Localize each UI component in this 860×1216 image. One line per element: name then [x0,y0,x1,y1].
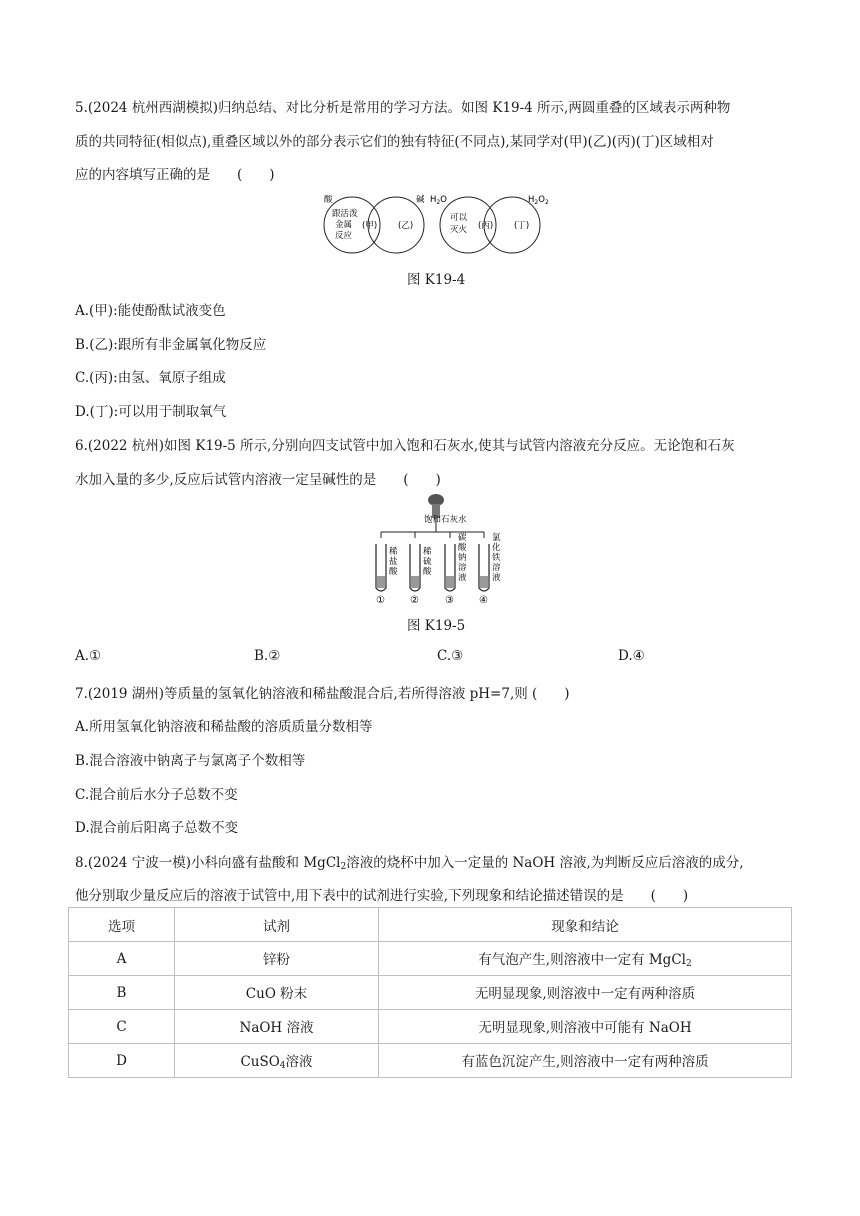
table-cell-result: 有气泡产生,则溶液中一定有 MgCl$_2$ [379,942,792,976]
table-header-result: 现象和结论 [379,908,792,942]
venn1-left-text1: 跟活泼 [332,209,358,219]
q7-option-c: C.混合前后水分子总数不变 [75,787,238,803]
q5-stem-line1: 5.(2024 杭州西湖模拟)归纳总结、对比分析是常用的学习方法。如图 K19-4 所示,两圆重叠的区域表示两种物 [75,100,731,116]
q8-table [68,907,792,1078]
table-row [69,1044,792,1078]
venn2-mid-label: (丙) [478,221,494,231]
tube4-label-c2: 化 [492,543,501,553]
table-cell-reagent: CuSO$_4$溶液 [175,1044,379,1078]
test-tube-3 [445,544,455,591]
tube3-label-c2: 酸 [458,543,467,553]
tube3-label-c1: 碳 [458,533,467,543]
q7-option-b: B.混合溶液中钠离子与氯离子个数相等 [75,753,306,769]
test-tube-4 [479,544,489,591]
figure-k19-4-caption: 图 K19-4 [407,272,466,288]
q6-stem-line1: 6.(2022 杭州)如图 K19-5 所示,分别向四支试管中加入饱和石灰水,使其与试管内溶液充分反应。无论饱和石灰 [75,438,735,454]
tube4-number: ④ [479,595,488,606]
q7-option-d: D.混合前后阳离子总数不变 [75,820,239,836]
test-tube-1 [376,544,386,591]
q6-option-b: B.② [254,648,281,664]
test-tube-2 [410,544,420,591]
venn1-left-text3: 反应 [335,231,353,241]
table-row [69,942,792,976]
venn1-left-label: 酸 [324,195,333,205]
q8-stem-line1: 8.(2024 宁波一模)小科向盛有盐酸和 MgCl$_2$溶液的烧杯中加入一定量的 NaOH 溶液,为判断反应后溶液的成分, [75,855,744,872]
table-cell-result: 无明显现象,则溶液中可能有 NaOH [379,1010,792,1044]
dropper-label: 饱和石灰水 [424,515,467,525]
q5-stem-line3: 应的内容填写正确的是 ( ) [75,167,275,183]
tube2-label-c1: 稀 [423,547,432,557]
table-cell-option: A [69,942,175,976]
tube4-label-c5: 液 [492,573,501,583]
venn1-mid-label: (甲) [362,221,378,231]
q6-option-a: A.① [75,648,102,664]
tube1-label-c3: 酸 [389,567,398,577]
q5-option-c: C.(丙):由氢、氧原子组成 [75,370,226,386]
q5-option-b: B.(乙):跟所有非金属氧化物反应 [75,337,267,353]
tube1-label-c2: 盐 [389,557,398,567]
tube3-label-c5: 液 [458,573,467,583]
tube3-label-c3: 钠 [458,553,467,563]
q5-stem-line2: 质的共同特征(相似点),重叠区域以外的部分表示它们的独有特征(不同点),某同学对(甲)(乙)(丙)(丁)区域相对 [75,134,714,150]
table-cell-reagent: NaOH 溶液 [175,1010,379,1044]
table-cell-reagent: 锌粉 [175,942,379,976]
table-cell-result: 无明显现象,则溶液中一定有两种溶质 [379,976,792,1010]
table-row [69,1010,792,1044]
table-header-row [69,908,792,942]
venn2-left-text1: 可以 [450,213,468,223]
q6-option-c: C.③ [437,648,464,664]
tube4-label-c4: 溶 [492,563,501,573]
table-cell-option: B [69,976,175,1010]
venn2-left-label: $H_2O$ [430,195,447,206]
tube2-label-c3: 酸 [423,567,432,577]
venn1-right-label: 碱 [416,195,425,205]
tube3-number: ③ [445,595,454,606]
q5-option-d: D.(丁):可以用于制取氧气 [75,404,227,420]
q5-option-a: A.(甲):能使酚酞试液变色 [75,303,226,319]
venn2-left-text2: 灭火 [450,225,468,235]
table-header-reagent: 试剂 [175,908,379,942]
tube2-number: ② [410,595,419,606]
q8-stem-line2: 他分别取少量反应后的溶液于试管中,用下表中的试剂进行实验,下列现象和结论描述错误的是 ( ) [75,888,689,904]
tube3-label-c4: 溶 [458,563,467,573]
venn2-right-region-label: (丁) [514,221,530,231]
tube1-label-c1: 稀 [389,547,398,557]
table-cell-option: C [69,1010,175,1044]
q7-stem: 7.(2019 湖州)等质量的氢氧化钠溶液和稀盐酸混合后,若所得溶液 pH=7,则 ( ) [75,686,570,702]
q6-option-d: D.④ [618,648,645,664]
table-row [69,976,792,1010]
tube1-number: ① [376,595,385,606]
tube4-label-c1: 氯 [492,533,501,543]
table-cell-reagent: CuO 粉末 [175,976,379,1010]
figure-k19-5 [362,492,502,606]
table-header-option: 选项 [69,908,175,942]
venn2-right-label: $H_2O_2$ [528,195,549,206]
tube4-label-c3: 铁 [492,553,501,563]
figure-k19-4 [318,190,558,260]
venn1-left-text2: 金属 [335,220,353,230]
q6-stem-line2: 水加入量的多少,反应后试管内溶液一定呈碱性的是 ( ) [75,472,441,488]
figure-k19-5-caption: 图 K19-5 [407,618,466,634]
tube2-label-c2: 硫 [423,557,432,567]
q7-option-a: A.所用氢氧化钠溶液和稀盐酸的溶质质量分数相等 [75,719,373,735]
table-cell-result: 有蓝色沉淀产生,则溶液中一定有两种溶质 [379,1044,792,1078]
table-cell-option: D [69,1044,175,1078]
venn1-right-region-label: (乙) [398,221,414,231]
